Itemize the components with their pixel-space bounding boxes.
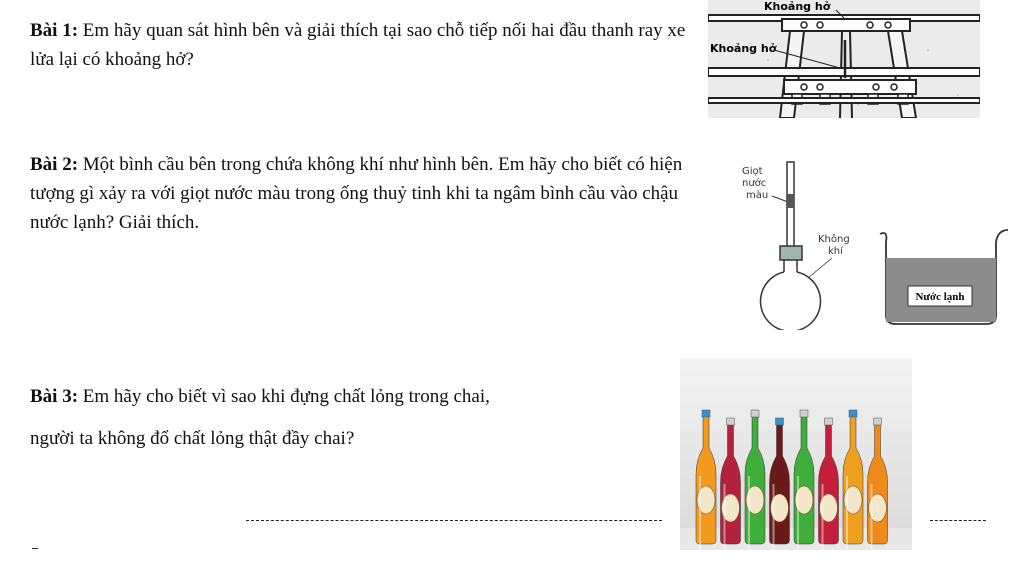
drop-label-1: Giọt — [742, 166, 763, 177]
question-2-label: Bài 2: — [30, 154, 79, 175]
question-1 — [30, 16, 702, 74]
question-3-label: Bài 3: — [30, 386, 79, 407]
cold-water-label: Nước lạnh — [915, 291, 965, 303]
air-label-1: Không — [818, 234, 850, 245]
question-3-line2: người ta không đổ chất lỏng thật đầy chai? — [30, 428, 355, 449]
air-label-2: khí — [828, 246, 843, 257]
drop-label-3: màu — [746, 190, 769, 201]
rail-gap-label-left: Khoảng hở — [710, 42, 777, 55]
question-3-text: Em hãy cho biết vì sao khi đựng chất lỏng trong chai, — [78, 386, 490, 407]
drop-label-2: nước — [742, 178, 767, 189]
question-1-label: Bài 1: — [30, 20, 79, 41]
bottles-photo — [680, 358, 912, 550]
rail-gap-label-top: Khoảng hở — [764, 0, 831, 13]
rail-gap-figure — [708, 0, 980, 118]
question-2-text: Một bình cầu bên trong chứa không khí như hình bên. Em hãy cho biết có hiện tượng gì xảy ra với giọt nước màu trong ống thuỷ tinh khi ta ngâm bình cầu vào chậu nước lạnh? Giải thích. — [30, 154, 683, 233]
flask-figure — [736, 158, 1012, 330]
answer-line-start — [32, 548, 38, 549]
question-2 — [30, 150, 720, 237]
question-1-text: Em hãy quan sát hình bên và giải thích tại sao chỗ tiếp nối hai đầu thanh ray xe lửa lại có khoảng hở? — [30, 20, 686, 70]
answer-line-end — [930, 520, 986, 521]
answer-line — [246, 520, 662, 521]
question-3 — [30, 382, 630, 411]
